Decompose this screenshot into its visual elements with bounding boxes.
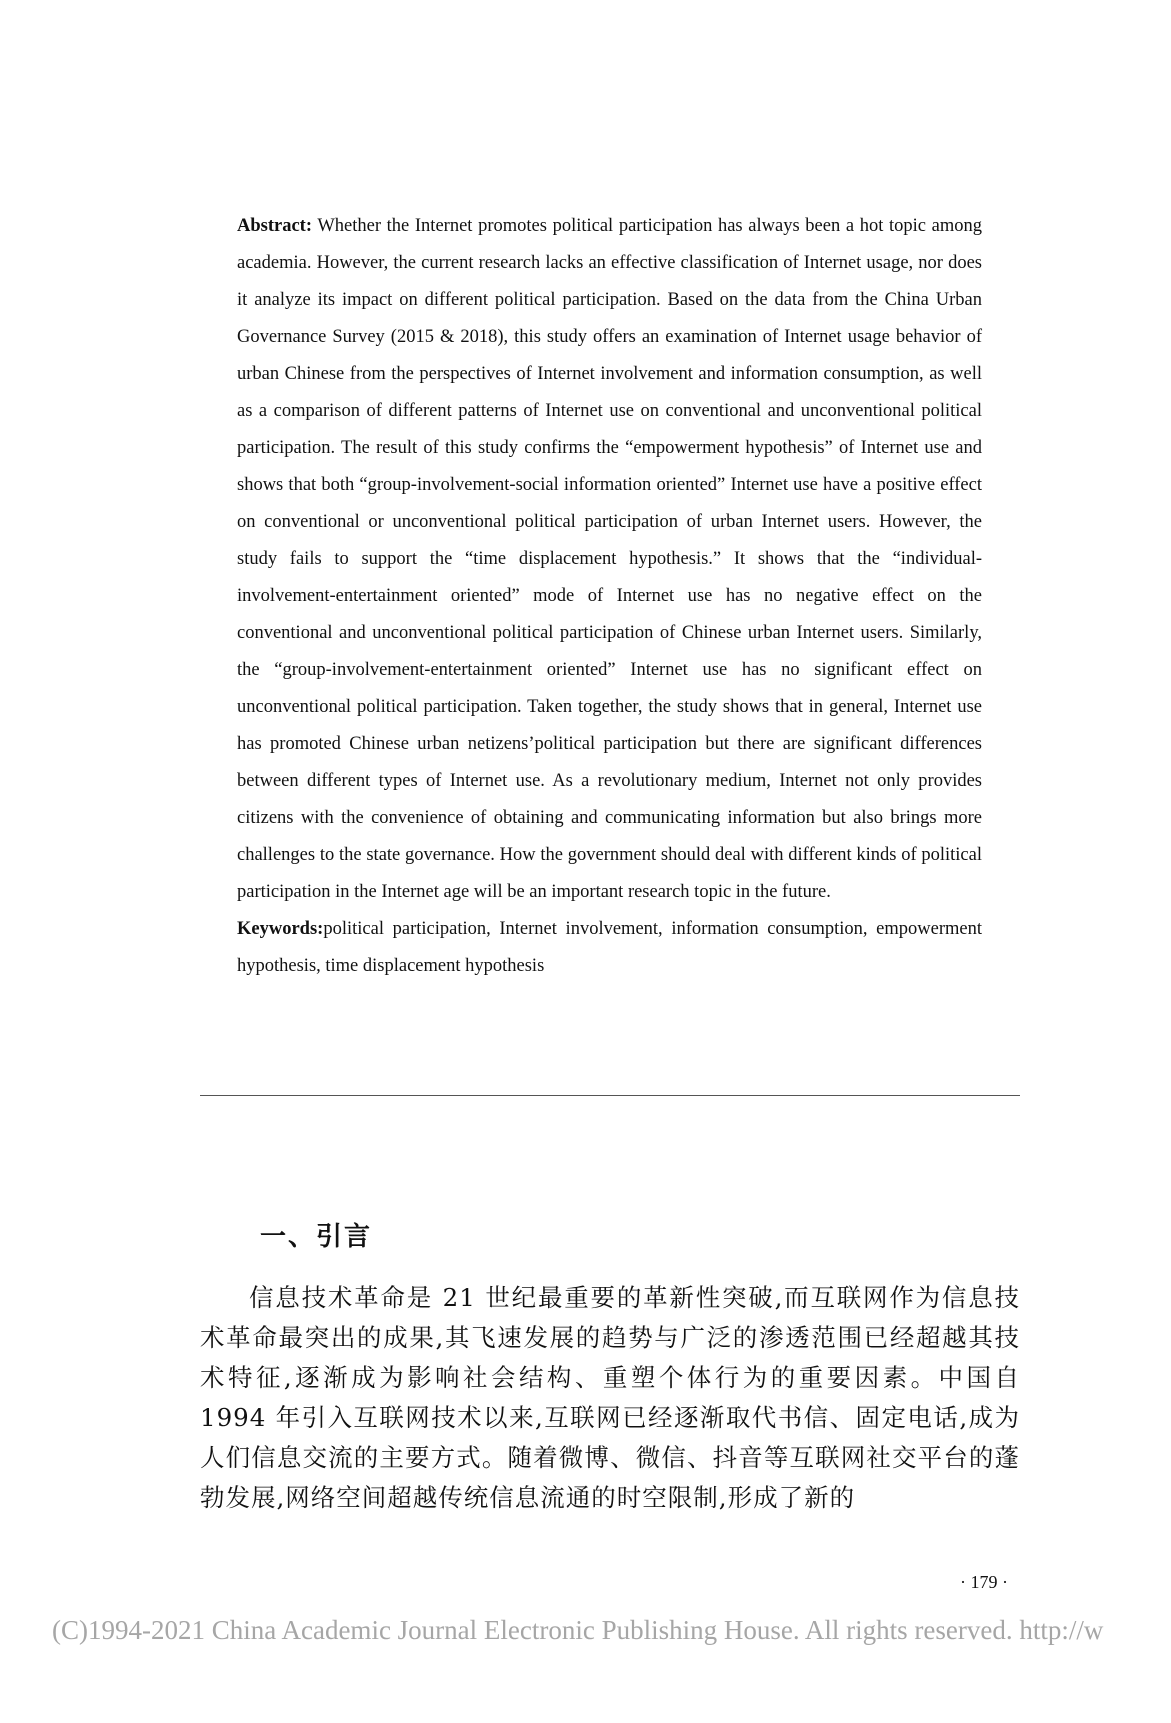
keywords-separator: : — [317, 919, 324, 939]
page-number: · 179 · — [960, 1572, 1008, 1592]
keywords-paragraph — [237, 911, 982, 985]
body-paragraph: 信息技术革命是 21 世纪最重要的革新性突破,而互联网作为信息技术革命最突出的成果,其飞速发展的趋势与广泛的渗透范围已经超越其技术特征,逐渐成为影响社会结构、重塑个体行为的重要因素。中国自 1994 年引入互联网技术以来,互联网已经逐渐取代书信、固定电话,成为人们信息交流的主要方式。随着微博、微信、抖音等互联网社交平台的蓬勃发展,网络空间超越传统信息流通的时空限制,形成了新的 — [200, 1283, 1020, 1512]
abstract-text: Whether the Internet promotes political participation has always been a hot topic among academia. However, the current research lacks an effective classification of Internet usage, nor does it analyze its impact on different political participation. Based on the data from the China Urban Governance Survey (2015 & 2018), this study offers an examination of Internet usage behavior of urban Chinese from the perspectives of Internet involvement and information consumption, as well as a comparison of different patterns of Internet use on conventional and unconventional political participation. The result of this study confirms the “empowerment hypothesis” of Internet use and shows that both “group-involvement-social information oriented” Internet use have a positive effect on conventional or unconventional political participation of urban Internet users. However, the study fails to support the “time displacement hypothesis.” It shows that the “individual-involvement-entertainment oriented” mode of Internet use has no negative effect on the conventional and unconventional political participation of Chinese urban Internet users. Similarly, the “group-involvement-entertainment oriented” Internet use has no significant effect on unconventional political participation. Taken together, the study shows that in general, Internet use has promoted Chinese urban netizens’political participation but there are significant differences between different types of Internet use. As a revolutionary medium, Internet not only provides citizens with the convenience of obtaining and communicating information but also brings more challenges to the state governance. How the government should deal with different kinds of political participation in the Internet age will be an important research topic in the future. — [237, 216, 982, 902]
copyright-footer: (C)1994-2021 China Academic Journal Electronic Publishing House. All rights reserved. http://w — [52, 1615, 1104, 1645]
abstract-paragraph — [237, 208, 982, 911]
abstract-label: Abstract — [237, 216, 306, 236]
abstract-divider — [200, 1095, 1020, 1096]
abstract-separator: : — [305, 216, 313, 236]
keywords-label: Keywords — [237, 919, 318, 939]
abstract-section — [237, 208, 982, 985]
section-heading: 一、引言 — [260, 1222, 373, 1252]
keywords-text: political participation, Internet involvement, information consumption, empowerment hypothesis, time displacement hypothesis — [237, 919, 982, 976]
